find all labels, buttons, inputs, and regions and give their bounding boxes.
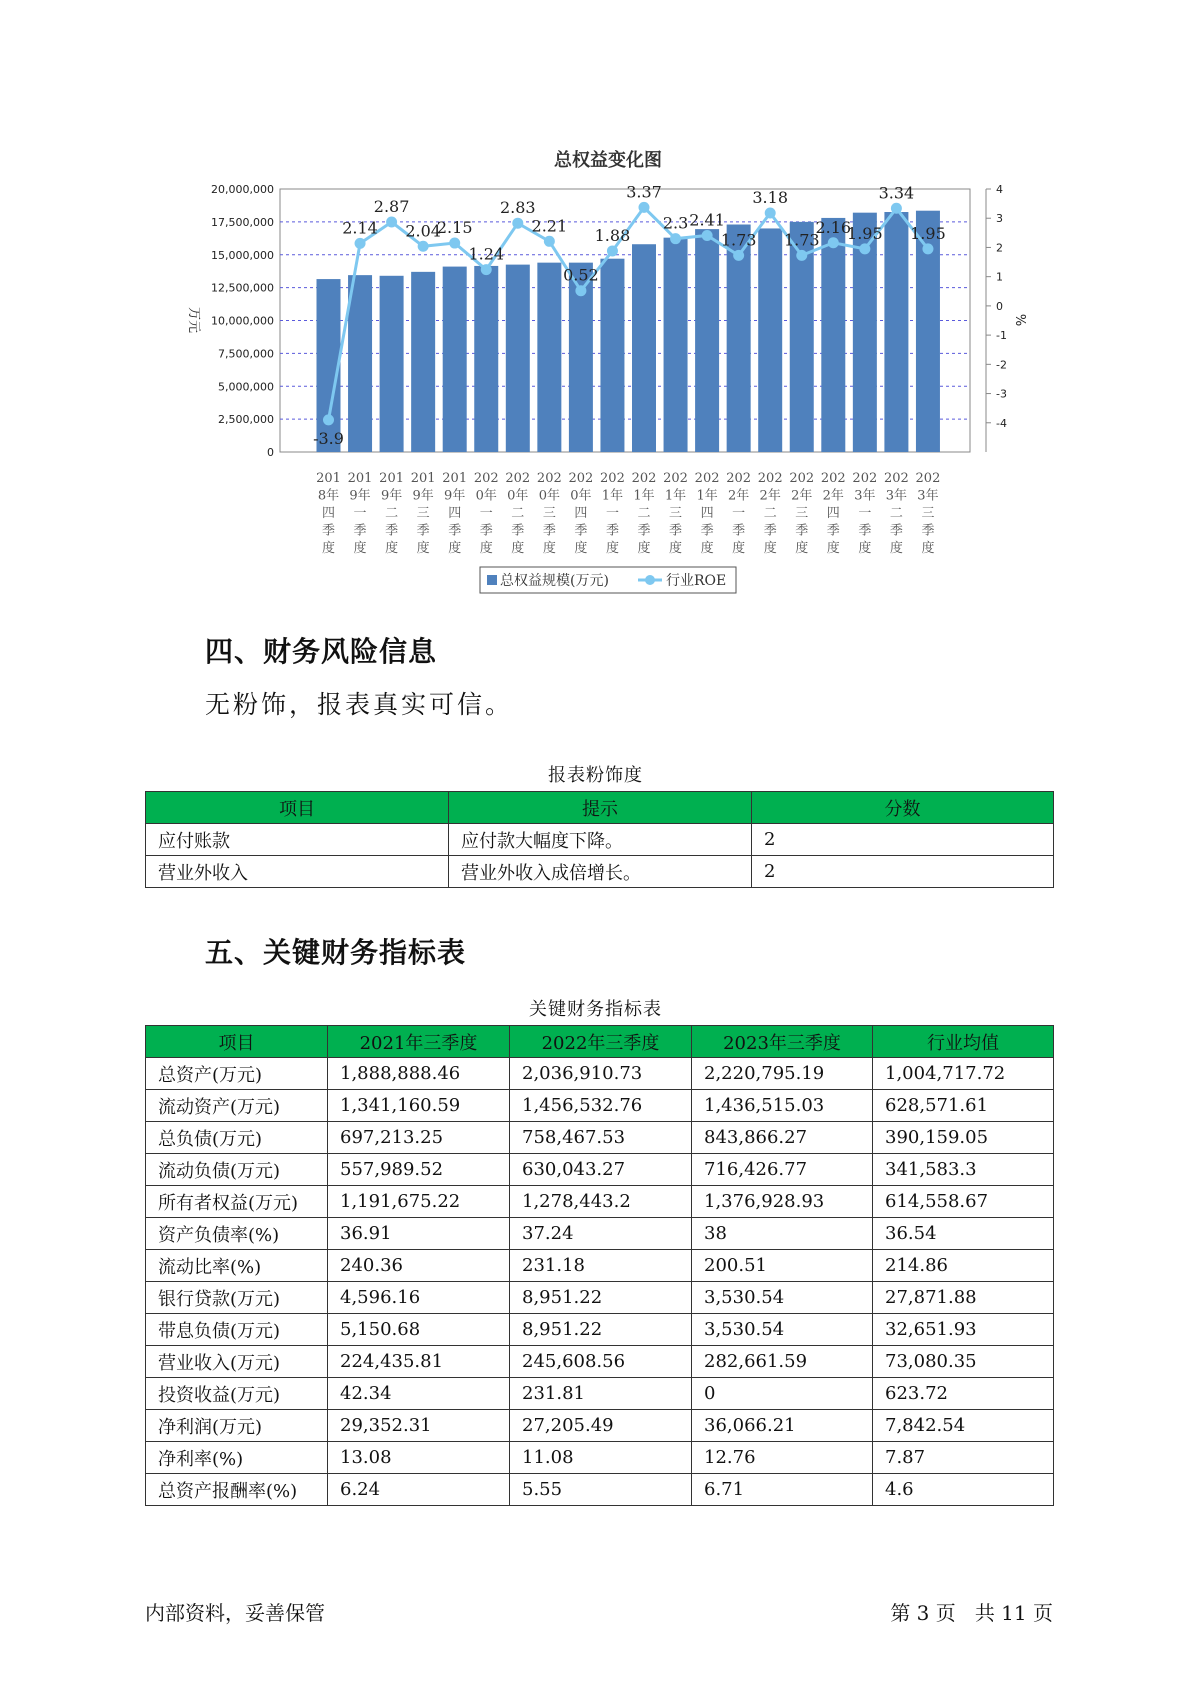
bar [537,263,561,452]
table-row [146,1314,1054,1346]
y2-tick-label: -4 [996,416,1007,430]
x-tick-label: 季 [574,523,588,539]
x-tick-label: 度 [542,541,556,556]
x-tick-label: 季 [795,523,809,539]
x-tick-label: 三 [669,506,683,521]
x-tick-label: 8年 [317,488,340,504]
kpi-row-label: 净利率(%) [146,1442,328,1474]
x-tick-label: 9年 [349,488,371,504]
roe-point [891,203,902,214]
x-tick-label: 1年 [696,488,718,504]
table-row [146,1218,1054,1250]
y-tick-label: 10,000,000 [211,314,274,328]
table-row [146,1090,1054,1122]
table-row [146,1442,1054,1474]
x-tick-label: 0年 [538,488,560,504]
x-tick-label: 2年 [759,488,781,504]
kpi-cell: 2,036,910.73 [510,1058,692,1090]
bar [632,244,656,452]
kpi-table [145,1025,1054,1506]
kpi-cell: 29,352.31 [328,1410,510,1442]
y2-tick-label: -2 [996,358,1007,372]
bar [664,238,688,452]
x-tick-label: 度 [479,541,493,556]
x-tick-label: 度 [385,541,399,556]
x-tick-label: 1年 [601,488,624,504]
risk-cell: 2 [752,824,1054,856]
bar [600,259,624,452]
x-tick-label: 202 [536,471,562,486]
roe-point [512,218,523,229]
kpi-header-cell: 2021年三季度 [328,1026,510,1058]
y2-tick-label: 2 [996,241,1003,255]
kpi-cell: 7.87 [873,1442,1054,1474]
x-tick-label: 2年 [728,488,750,504]
x-tick-label: 度 [574,541,588,556]
roe-data-label: 1.73 [783,230,820,250]
kpi-cell: 6.71 [692,1474,873,1506]
roe-data-label: 0.52 [563,265,599,285]
kpi-cell: 843,866.27 [692,1122,873,1154]
y2-tick-label: -3 [996,387,1007,401]
risk-header-item: 项目 [146,792,449,824]
x-tick-label: 度 [700,541,714,556]
roe-data-label: 3.18 [752,187,789,207]
y-tick-label: 5,000,000 [218,380,274,394]
kpi-header-cell: 2022年三季度 [510,1026,692,1058]
x-tick-label: 季 [479,523,493,539]
bar [411,272,435,452]
kpi-cell: 245,608.56 [510,1346,692,1378]
kpi-row-label: 带息负债(万元) [146,1314,328,1346]
bar [821,218,845,452]
x-tick-label: 9年 [412,488,434,504]
y2-tick-label: 4 [996,183,1003,196]
risk-cell: 2 [752,856,1054,888]
roe-data-label: 1.95 [910,223,946,243]
risk-cell: 应付账款 [146,824,449,856]
x-tick-label: 度 [858,541,872,556]
y-tick-label: 20,000,000 [211,183,274,196]
roe-data-label: 1.73 [720,230,757,250]
x-tick-label: 季 [416,523,430,539]
x-tick-label: 0年 [570,488,592,504]
x-tick-label: 3年 [917,488,939,504]
bar [474,266,498,452]
table-row [146,1250,1054,1282]
table-row [146,824,1054,856]
kpi-cell: 697,213.25 [328,1122,510,1154]
x-tick-label: 202 [694,471,720,486]
x-tick-label: 度 [795,541,809,556]
section4-text: 无粉饰，报表真实可信。 [205,690,514,719]
table-row [146,1378,1054,1410]
x-tick-label: 二 [385,506,399,521]
x-tick-label: 度 [416,541,430,556]
kpi-row-label: 投资收益(万元) [146,1378,328,1410]
kpi-cell: 224,435.81 [328,1346,510,1378]
kpi-cell: 0 [692,1378,873,1410]
x-tick-label: 季 [669,523,683,539]
x-tick-label: 202 [568,471,594,486]
kpi-cell: 3,530.54 [692,1282,873,1314]
kpi-cell: 1,341,160.59 [328,1090,510,1122]
x-tick-label: 202 [726,471,752,486]
x-tick-label: 季 [321,523,336,539]
x-tick-label: 3年 [854,488,876,504]
y-tick-label: 12,500,000 [211,281,274,295]
bar [758,228,782,452]
x-tick-label: 三 [542,506,556,521]
x-tick-label: 度 [448,541,462,556]
y-axis-label: 万元 [186,306,201,334]
roe-data-label: 2.21 [531,216,568,236]
x-tick-label: 2年 [822,488,844,504]
kpi-cell: 200.51 [692,1250,873,1282]
kpi-cell: 390,159.05 [873,1122,1054,1154]
bar [443,267,467,452]
x-tick-label: 202 [505,471,531,486]
kpi-cell: 214.86 [873,1250,1054,1282]
kpi-cell: 32,651.93 [873,1314,1054,1346]
bar [380,276,404,452]
roe-data-label: 1.24 [468,244,505,264]
x-tick-label: 季 [385,523,399,539]
roe-point [323,414,334,425]
kpi-cell: 1,436,515.03 [692,1090,873,1122]
x-tick-label: 度 [732,541,746,556]
table-row [146,1346,1054,1378]
x-tick-label: 202 [600,471,625,486]
x-tick-label: 202 [852,471,878,486]
risk-header-score: 分数 [752,792,1054,824]
y2-axis-label: % [1012,313,1027,327]
x-tick-label: 度 [826,541,840,556]
roe-point [733,250,744,261]
kpi-cell: 1,456,532.76 [510,1090,692,1122]
section4-heading: 四、财务风险信息 [205,635,438,668]
x-tick-label: 0年 [475,488,497,504]
y2-tick-label: 0 [996,299,1003,313]
roe-point [702,230,713,241]
table-row [146,1058,1054,1090]
x-tick-label: 季 [637,523,651,539]
roe-point [449,238,460,249]
x-tick-label: 四 [700,506,714,521]
x-tick-label: 度 [763,541,777,556]
kpi-cell: 231.18 [510,1250,692,1282]
chart-title: 总权益变化图 [554,150,662,171]
kpi-cell: 8,951.22 [510,1314,692,1346]
kpi-cell: 36,066.21 [692,1410,873,1442]
kpi-header-cell: 项目 [146,1026,328,1058]
roe-point [386,217,397,228]
kpi-header-row [146,1026,1054,1058]
x-tick-label: 四 [574,506,588,521]
roe-point [481,264,492,275]
x-tick-label: 202 [631,471,657,486]
kpi-cell: 5.55 [510,1474,692,1506]
kpi-cell: 8,951.22 [510,1282,692,1314]
x-tick-label: 202 [473,471,499,486]
roe-data-label: -3.9 [313,428,344,448]
x-tick-label: 201 [347,471,373,486]
roe-point [544,236,555,247]
y-tick-label: 7,500,000 [218,347,274,361]
x-tick-label: 四 [826,506,840,521]
x-tick-label: 季 [511,523,525,539]
x-tick-label: 0年 [507,488,529,504]
kpi-cell: 1,376,928.93 [692,1186,873,1218]
x-tick-label: 四 [448,506,462,521]
x-tick-label: 季 [921,523,935,539]
kpi-row-label: 流动比率(%) [146,1250,328,1282]
x-tick-label: 一 [353,506,367,521]
kpi-cell: 13.08 [328,1442,510,1474]
x-tick-label: 二 [889,506,903,521]
x-tick-label: 度 [321,541,336,556]
roe-point [355,238,366,249]
x-tick-label: 度 [511,541,525,556]
roe-point [922,243,933,254]
bar [695,229,719,452]
y-tick-label: 15,000,000 [211,248,274,262]
table-row [146,1122,1054,1154]
x-tick-label: 度 [921,541,935,556]
kpi-cell: 623.72 [873,1378,1054,1410]
roe-data-label: 2.83 [499,198,536,218]
x-tick-label: 2年 [791,488,813,504]
roe-data-label: 2.41 [689,210,725,230]
kpi-cell: 37.24 [510,1218,692,1250]
kpi-cell: 614,558.67 [873,1186,1054,1218]
legend-bar-label: 总权益规模(万元) [500,573,609,589]
table-row [146,1410,1054,1442]
roe-data-label: 2.15 [436,218,473,238]
footer-left: 内部资料，妥善保管 [145,1601,325,1625]
x-tick-label: 季 [542,523,556,539]
x-tick-label: 度 [353,541,367,556]
x-tick-label: 一 [605,506,619,521]
risk-table-caption: 报表粉饰度 [548,765,643,786]
kpi-row-label: 资产负债率(%) [146,1218,328,1250]
kpi-cell: 1,888,888.46 [328,1058,510,1090]
risk-cell: 营业外收入成倍增长。 [449,856,752,888]
x-tick-label: 一 [479,506,493,521]
kpi-cell: 11.08 [510,1442,692,1474]
kpi-cell: 2,220,795.19 [692,1058,873,1090]
kpi-row-label: 总负债(万元) [146,1122,328,1154]
bar [348,275,372,452]
bar [884,212,908,452]
x-tick-label: 3年 [885,488,908,504]
x-tick-label: 二 [637,506,651,521]
y2-tick-label: 3 [996,212,1003,226]
risk-cell: 营业外收入 [146,856,449,888]
kpi-cell: 5,150.68 [328,1314,510,1346]
x-tick-label: 9年 [444,488,466,504]
kpi-row-label: 流动负债(万元) [146,1154,328,1186]
x-tick-label: 季 [826,523,840,539]
roe-data-label: 2.16 [815,217,852,237]
x-tick-label: 201 [316,471,341,486]
kpi-header-cell: 2023年三季度 [692,1026,873,1058]
x-tick-label: 季 [732,523,746,539]
x-tick-label: 202 [757,471,783,486]
x-tick-label: 季 [889,523,903,539]
x-tick-label: 季 [605,523,619,539]
legend-bar-swatch [487,575,497,585]
legend-line-marker [645,575,655,585]
x-tick-label: 二 [511,506,525,521]
y2-tick-label: 1 [996,270,1003,284]
kpi-cell: 4,596.16 [328,1282,510,1314]
kpi-cell: 36.91 [328,1218,510,1250]
kpi-cell: 3,530.54 [692,1314,873,1346]
roe-point [670,233,681,244]
x-tick-label: 202 [789,471,815,486]
kpi-row-label: 营业收入(万元) [146,1346,328,1378]
x-tick-label: 季 [353,523,367,539]
x-tick-label: 季 [448,523,462,539]
x-tick-label: 一 [858,506,872,521]
x-tick-label: 201 [410,471,436,486]
table-row [146,1186,1054,1218]
roe-data-label: 3.37 [626,182,662,202]
kpi-row-label: 总资产报酬率(%) [146,1474,328,1506]
kpi-cell: 73,080.35 [873,1346,1054,1378]
kpi-cell: 758,467.53 [510,1122,692,1154]
kpi-cell: 716,426.77 [692,1154,873,1186]
x-tick-label: 季 [763,523,777,539]
footer-page: 第 3 页 共 11 页 [890,1601,1053,1625]
x-tick-label: 202 [820,471,846,486]
roe-point [796,250,807,261]
kpi-cell: 4.6 [873,1474,1054,1506]
kpi-cell: 1,191,675.22 [328,1186,510,1218]
table-row [146,1154,1054,1186]
kpi-cell: 1,004,717.72 [873,1058,1054,1090]
roe-data-label: 2.14 [342,218,378,238]
roe-data-label: 1.95 [847,223,883,243]
kpi-cell: 231.81 [510,1378,692,1410]
kpi-cell: 42.34 [328,1378,510,1410]
x-tick-label: 三 [795,506,809,521]
kpi-cell: 282,661.59 [692,1346,873,1378]
x-tick-label: 度 [889,541,903,556]
kpi-row-label: 所有者权益(万元) [146,1186,328,1218]
kpi-table-caption: 关键财务指标表 [529,999,662,1020]
roe-data-label: 3.34 [878,183,915,203]
roe-point [575,285,586,296]
y2-tick-label: -1 [996,329,1007,343]
kpi-cell: 630,043.27 [510,1154,692,1186]
roe-data-label: 2.04 [405,221,441,241]
y-tick-label: 2,500,000 [218,413,274,427]
x-tick-label: 季 [700,523,714,539]
roe-data-label: 1.88 [594,225,631,245]
kpi-cell: 240.36 [328,1250,510,1282]
x-tick-label: 202 [915,471,941,486]
kpi-cell: 12.76 [692,1442,873,1474]
x-tick-label: 202 [663,471,688,486]
x-tick-label: 季 [858,523,872,539]
kpi-cell: 38 [692,1218,873,1250]
kpi-cell: 36.54 [873,1218,1054,1250]
kpi-cell: 628,571.61 [873,1090,1054,1122]
x-tick-label: 一 [732,506,746,521]
kpi-row-label: 流动资产(万元) [146,1090,328,1122]
roe-point [418,241,429,252]
kpi-row-label: 净利润(万元) [146,1410,328,1442]
x-tick-label: 四 [321,506,336,521]
bar [506,265,530,452]
kpi-cell: 27,205.49 [510,1410,692,1442]
kpi-cell: 557,989.52 [328,1154,510,1186]
roe-point [859,243,870,254]
y-tick-label: 17,500,000 [211,215,274,229]
x-tick-label: 二 [763,506,777,521]
table-row [146,1282,1054,1314]
risk-cell: 应付款大幅度下降。 [449,824,752,856]
kpi-cell: 1,278,443.2 [510,1186,692,1218]
y-tick-label: 0 [267,446,274,459]
x-tick-label: 9年 [380,488,403,504]
legend-line-label: 行业ROE [666,573,727,589]
equity-chart [0,0,1191,600]
roe-point [639,202,650,213]
risk-table [145,791,1054,888]
kpi-cell: 341,583.3 [873,1154,1054,1186]
kpi-cell: 27,871.88 [873,1282,1054,1314]
roe-data-label: 2.3 [662,213,689,233]
x-tick-label: 度 [669,541,683,556]
kpi-cell: 7,842.54 [873,1410,1054,1442]
kpi-row-label: 总资产(万元) [146,1058,328,1090]
kpi-header-cell: 行业均值 [873,1026,1054,1058]
table-row [146,856,1054,888]
x-tick-label: 度 [637,541,651,556]
kpi-row-label: 银行贷款(万元) [146,1282,328,1314]
x-tick-label: 三 [921,506,935,521]
roe-point [607,245,618,256]
section5-heading: 五、关键财务指标表 [205,936,467,969]
roe-point [765,207,776,218]
risk-header-hint: 提示 [449,792,752,824]
x-tick-label: 1年 [664,488,687,504]
roe-point [828,237,839,248]
x-tick-label: 201 [379,471,405,486]
x-tick-label: 202 [883,471,909,486]
roe-data-label: 2.87 [373,197,410,217]
x-tick-label: 1年 [633,488,655,504]
x-tick-label: 201 [442,471,468,486]
x-tick-label: 度 [605,541,619,556]
kpi-cell: 6.24 [328,1474,510,1506]
table-row [146,1474,1054,1506]
x-tick-label: 三 [416,506,430,521]
